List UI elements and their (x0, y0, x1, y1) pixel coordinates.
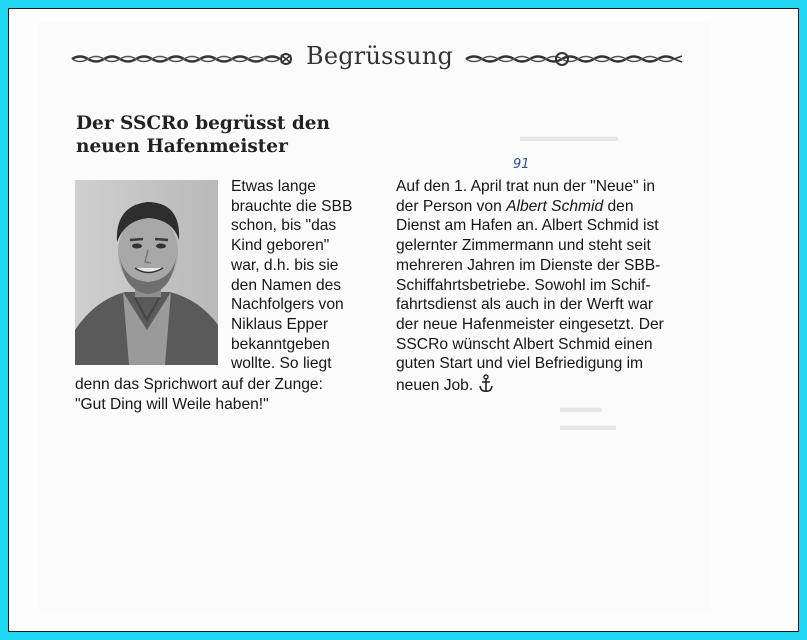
text-line: brauchte die SBB (231, 197, 353, 215)
text-line (396, 197, 696, 217)
bleed-through: ▬▬▬ ▬▬▬▬ (560, 399, 616, 433)
text-line: Auf den 1. April trat nun der "Neue" in (396, 178, 655, 195)
text-line: guten Start und viel Befriedigung im (396, 355, 644, 373)
person-name: Albert Schmid (506, 197, 604, 215)
text-line: "Gut Ding will Weile haben!" (75, 395, 269, 413)
text-line: SSCRo wünscht Albert Schmid einen (396, 335, 653, 353)
left-column-text-continued (75, 375, 375, 414)
text-line: Etwas lange (231, 178, 316, 195)
text-line: wollte. So liegt (231, 355, 332, 373)
text-line: Dienst am Hafen an. Albert Schmid ist (396, 217, 659, 235)
handwritten-note: 91 (513, 157, 530, 172)
text-run: den (603, 197, 634, 215)
text-line: Nachfolgers von (231, 296, 344, 314)
section-title: Begrüssung (306, 42, 454, 70)
text-line: gelernter Zimmermann und steht seit (396, 237, 651, 255)
rope-ornament-icon (462, 52, 684, 66)
text-run: der Person von (396, 197, 507, 215)
portrait-photo (75, 180, 218, 365)
text-line: der neue Hafenmeister eingesetzt. Der (396, 315, 664, 333)
text-line (396, 374, 696, 400)
text-run: neuen Job. (396, 377, 478, 395)
text-line: Schiffahrtsbetriebe. Sowohl im Schif- (396, 276, 651, 294)
headline-line: Der SSCRo begrüsst den (76, 113, 331, 134)
text-line: mehreren Jahren im Dienste der SBB- (396, 256, 661, 274)
text-line: denn das Sprichwort auf der Zunge: (75, 376, 323, 393)
right-column-text (396, 177, 696, 400)
headline-line: neuen Hafenmeister (76, 136, 288, 157)
text-line: war, d.h. bis sie (231, 256, 339, 274)
text-line: Niklaus Epper (231, 315, 329, 333)
text-line: Kind geboren" (231, 237, 330, 255)
article-headline (76, 112, 366, 158)
bleed-through: ▬▬▬▬▬▬▬ (520, 128, 618, 144)
rope-ornament-icon (70, 52, 296, 66)
text-line: fahrtsdienst als auch in der Werft war (396, 296, 654, 314)
left-column-text (231, 177, 381, 374)
text-line: bekanntgeben (231, 335, 330, 353)
anchor-icon (478, 374, 494, 400)
text-line: schon, bis "das (231, 217, 337, 235)
text-line: den Namen des (231, 276, 342, 294)
